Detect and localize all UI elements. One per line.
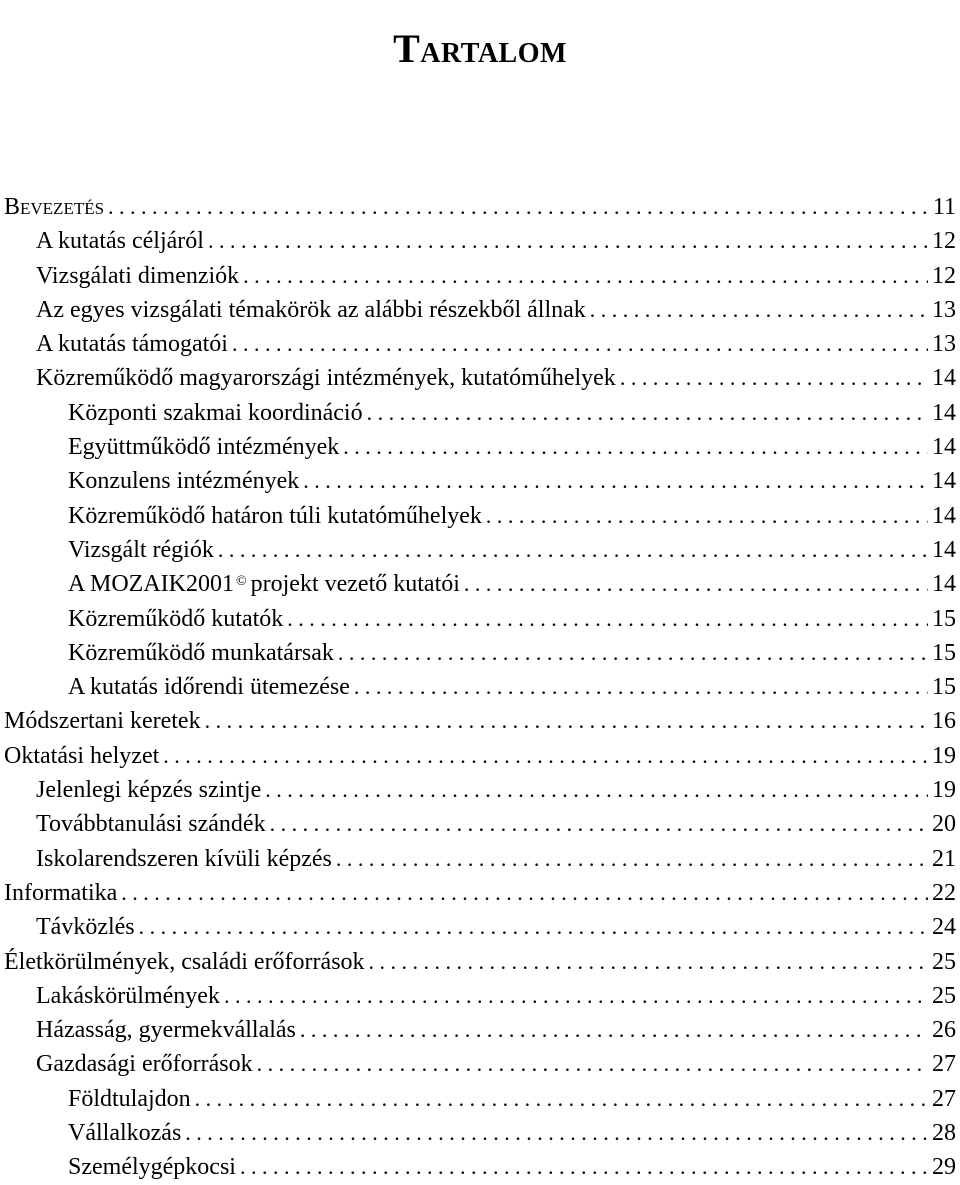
- toc-page-number: 15: [932, 674, 956, 701]
- dot-leader: [208, 224, 928, 258]
- dot-leader: [287, 602, 928, 636]
- toc-page-number: 24: [932, 914, 956, 941]
- toc-entry-title: Életkörülmények, családi erőforrások: [4, 948, 365, 975]
- toc-entry-title: Gazdasági erőforrások: [36, 1051, 253, 1078]
- toc-entry[interactable]: [4, 499, 956, 533]
- toc-entry[interactable]: [4, 842, 956, 876]
- dot-leader: [270, 807, 928, 841]
- toc-page-number: 14: [932, 399, 956, 426]
- toc-page-number: 19: [932, 777, 956, 804]
- dot-leader: [195, 1082, 928, 1116]
- toc-entry[interactable]: [4, 876, 956, 910]
- toc-entry[interactable]: [4, 396, 956, 430]
- toc-entry[interactable]: [4, 1047, 956, 1081]
- toc-entry-title: Oktatási helyzet: [4, 742, 160, 769]
- dot-leader: [300, 1013, 928, 1047]
- toc-page-number: 13: [932, 296, 956, 323]
- toc-page-number: 29: [932, 1154, 956, 1181]
- toc-page-number: 14: [932, 365, 956, 392]
- dot-leader: [367, 396, 928, 430]
- dot-leader: [464, 567, 928, 601]
- dot-leader: [336, 842, 928, 876]
- toc-entry-title: Továbbtanulási szándék: [36, 811, 266, 838]
- toc-page-number: 20: [932, 811, 956, 838]
- toc-page-number: 14: [932, 468, 956, 495]
- dot-leader: [338, 636, 928, 670]
- toc-entry-title: Házasság, gyermekvállalás: [36, 1017, 296, 1044]
- toc-page-number: 21: [932, 845, 956, 872]
- toc-entry-title: A MOZAIK2001: [68, 571, 234, 598]
- toc-entry[interactable]: [4, 807, 956, 841]
- toc-page-number: 19: [932, 742, 956, 769]
- dot-leader: [369, 945, 928, 979]
- toc-entry[interactable]: [4, 636, 956, 670]
- toc-entry-title: Informatika: [4, 879, 118, 906]
- toc-entry-title: Jelenlegi képzés szintje: [36, 777, 262, 804]
- dot-leader: [265, 773, 928, 807]
- dot-leader: [108, 190, 929, 224]
- toc-entry-title: Közreműködő határon túli kutatóműhelyek: [68, 502, 482, 529]
- toc-entry-title: Lakáskörülmények: [36, 982, 220, 1009]
- toc-entry[interactable]: [4, 1116, 956, 1150]
- toc-page-number: 26: [932, 1017, 956, 1044]
- toc-entry-title: Bevezetés: [4, 194, 105, 220]
- dot-leader: [257, 1047, 928, 1081]
- toc-entry[interactable]: [4, 945, 956, 979]
- dot-leader: [224, 979, 928, 1013]
- toc-entry[interactable]: [4, 670, 956, 704]
- toc-page-number: 25: [932, 948, 956, 975]
- toc-entry[interactable]: [4, 602, 956, 636]
- toc-entry[interactable]: [4, 910, 956, 944]
- toc-page-number: 16: [932, 708, 956, 735]
- dot-leader: [354, 670, 928, 704]
- toc-entry-title: Iskolarendszeren kívüli képzés: [36, 845, 332, 872]
- toc-entry-title: Földtulajdon: [68, 1085, 191, 1112]
- dot-leader: [303, 464, 928, 498]
- toc-entry[interactable]: [4, 1013, 956, 1047]
- toc-entry[interactable]: [4, 1150, 956, 1184]
- toc-entry-title: Távközlés: [36, 914, 135, 941]
- toc-page-number: 15: [932, 639, 956, 666]
- dot-leader: [232, 327, 928, 361]
- dot-leader: [218, 533, 928, 567]
- toc-entry[interactable]: [4, 739, 956, 773]
- dot-leader: [590, 293, 928, 327]
- toc-entry[interactable]: [4, 567, 956, 601]
- toc-entry[interactable]: [4, 533, 956, 567]
- toc-entry-title: Központi szakmai koordináció: [68, 399, 363, 426]
- toc-entry-title: Az egyes vizsgálati témakörök az alábbi részekből állnak: [36, 296, 586, 323]
- toc-entry-title: Személygépkocsi: [68, 1154, 236, 1181]
- dot-leader: [240, 1150, 928, 1184]
- toc-page-number: 15: [932, 605, 956, 632]
- toc-page-number: 22: [932, 879, 956, 906]
- toc-page-number: 14: [932, 434, 956, 461]
- toc-page-number: 27: [932, 1051, 956, 1078]
- toc-entry[interactable]: [4, 259, 956, 293]
- toc-entry-title: Vállalkozás: [68, 1120, 182, 1147]
- toc-entry-title: Közreműködő magyarországi intézmények, kutatóműhelyek: [36, 365, 616, 392]
- toc-entry[interactable]: [4, 361, 956, 395]
- dot-leader: [185, 1116, 928, 1150]
- toc-entry[interactable]: [4, 190, 956, 224]
- dot-leader: [486, 499, 928, 533]
- toc-page-number: 25: [932, 982, 956, 1009]
- toc-entry[interactable]: [4, 1082, 956, 1116]
- toc-entry-title: A kutatás időrendi ütemezése: [68, 674, 350, 701]
- toc-entry[interactable]: [4, 979, 956, 1013]
- toc-page-number: 14: [932, 502, 956, 529]
- toc-entry-title: Módszertani keretek: [4, 708, 201, 735]
- table-of-contents: [4, 190, 956, 1185]
- toc-entry[interactable]: [4, 224, 956, 258]
- toc-entry-title: Közreműködő munkatársak: [68, 639, 334, 666]
- toc-entry-title: Vizsgált régiók: [68, 536, 214, 563]
- copyright-mark: ©: [236, 574, 247, 590]
- toc-page-number: 11: [932, 194, 956, 220]
- toc-page-number: 14: [932, 571, 956, 598]
- toc-entry-title: A kutatás támogatói: [36, 331, 228, 358]
- toc-entry[interactable]: [4, 327, 956, 361]
- toc-entry-title: Közreműködő kutatók: [68, 605, 284, 632]
- toc-page-number: 13: [932, 331, 956, 358]
- dot-leader: [620, 361, 928, 395]
- toc-entry-title: A kutatás céljáról: [36, 228, 204, 255]
- toc-page-number: 28: [932, 1120, 956, 1147]
- dot-leader: [205, 704, 928, 738]
- dot-leader: [121, 876, 928, 910]
- dot-leader: [243, 259, 928, 293]
- toc-entry[interactable]: [4, 464, 956, 498]
- toc-page-number: 12: [932, 262, 956, 289]
- toc-entry[interactable]: [4, 773, 956, 807]
- toc-entry-title: Konzulens intézmények: [68, 468, 300, 495]
- toc-entry-title: Vizsgálati dimenziók: [36, 262, 240, 289]
- toc-page-number: 12: [932, 228, 956, 255]
- dot-leader: [343, 430, 928, 464]
- toc-entry-title: Együttműködő intézmények: [68, 434, 340, 461]
- toc-page-number: 14: [932, 536, 956, 563]
- toc-page-number: 27: [932, 1085, 956, 1112]
- toc-entry[interactable]: [4, 293, 956, 327]
- page-title: Tartalom: [393, 25, 567, 71]
- toc-entry-title-continued: projekt vezető kutatói: [250, 571, 460, 598]
- dot-leader: [163, 739, 928, 773]
- dot-leader: [139, 910, 928, 944]
- toc-entry[interactable]: [4, 430, 956, 464]
- toc-entry[interactable]: [4, 704, 956, 738]
